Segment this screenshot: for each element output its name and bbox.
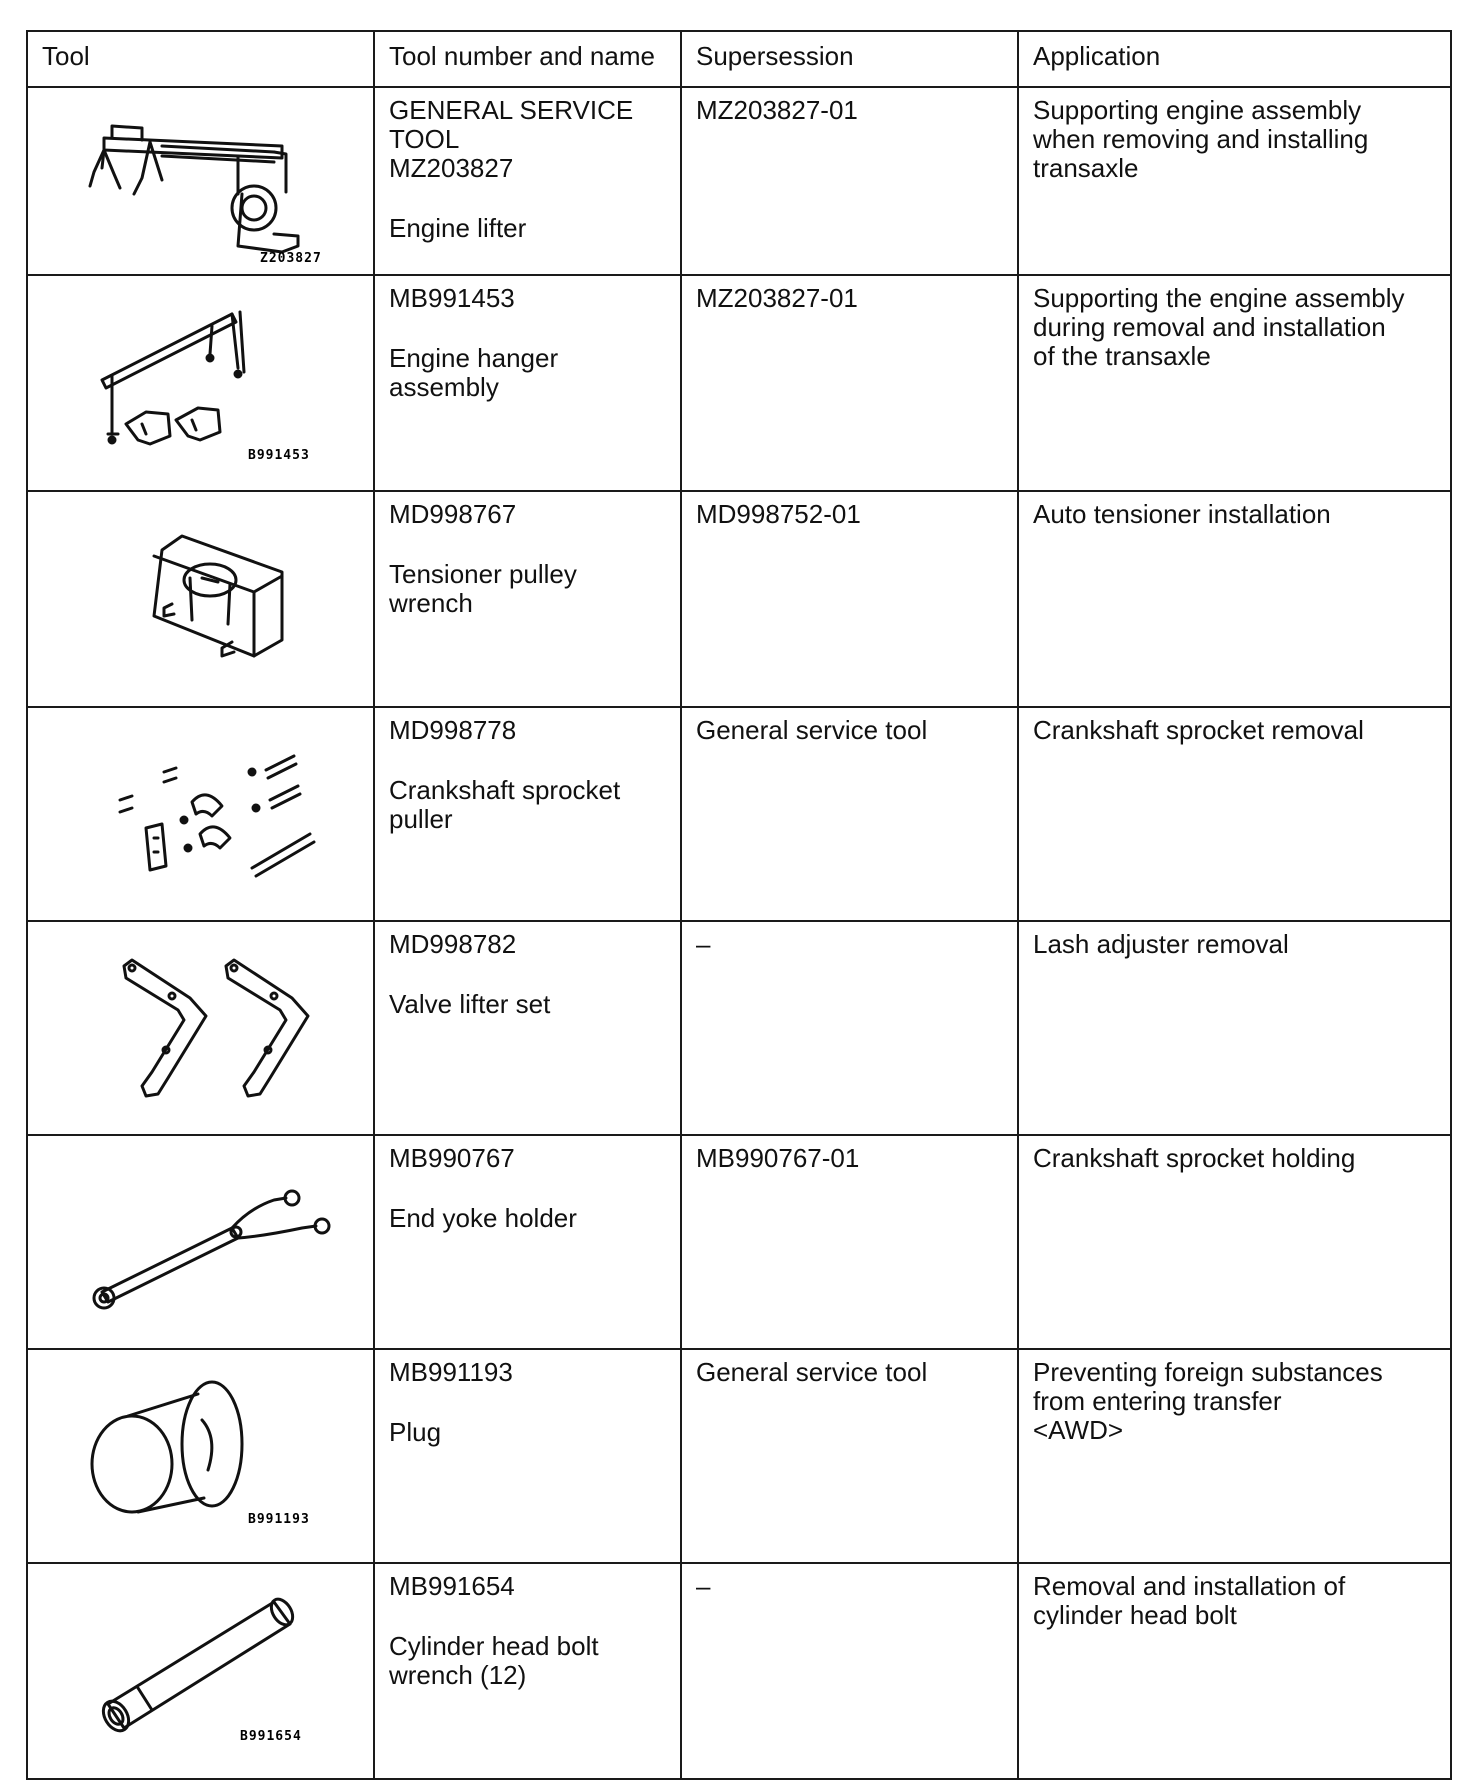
table-header-row xyxy=(27,31,1451,87)
application-line: from entering transfer xyxy=(1033,1386,1282,1416)
spacer xyxy=(389,1173,668,1204)
application-line: Supporting the engine assembly xyxy=(1033,283,1405,313)
tool-number: MD998782 xyxy=(389,929,517,959)
supersession-cell: General service tool xyxy=(681,707,1018,921)
application-cell xyxy=(1018,275,1451,491)
tool-number-name-cell xyxy=(374,1349,681,1563)
tool-number-name-cell xyxy=(374,921,681,1135)
application-line: of the transaxle xyxy=(1033,341,1211,371)
spacer xyxy=(389,183,668,214)
tool-name: Engine hanger xyxy=(389,343,559,373)
table-row xyxy=(27,921,1451,1135)
tool-illustration-cell xyxy=(27,1135,374,1349)
supersession-cell: – xyxy=(681,1563,1018,1779)
application-cell xyxy=(1018,491,1451,707)
tool-number-name-cell xyxy=(374,1135,681,1349)
application-line: Lash adjuster removal xyxy=(1033,929,1289,959)
supersession-cell: MZ203827-01 xyxy=(681,87,1018,275)
tool-name: assembly xyxy=(389,372,499,402)
tool-illustration-cell xyxy=(27,275,374,491)
tool-number: MB991453 xyxy=(389,283,515,313)
application-cell xyxy=(1018,921,1451,1135)
application-line: Preventing foreign substances xyxy=(1033,1357,1383,1387)
figure-label: B991654 xyxy=(240,1729,302,1744)
figure-label: B991453 xyxy=(248,448,310,463)
tool-illustration-cell xyxy=(27,707,374,921)
sprocket-puller-icon xyxy=(42,716,374,912)
tool-number: MZ203827 xyxy=(389,153,514,183)
supersession-cell: General service tool xyxy=(681,1349,1018,1563)
spacer xyxy=(389,313,668,344)
spacer xyxy=(389,959,668,990)
tool-number-name-cell xyxy=(374,275,681,491)
application-line: cylinder head bolt xyxy=(1033,1600,1237,1630)
engine-lifter-icon xyxy=(42,96,374,266)
application-line: Crankshaft sprocket removal xyxy=(1033,715,1364,745)
special-tools-table xyxy=(26,30,1452,1780)
tool-number-name-cell xyxy=(374,87,681,275)
application-line: when removing and installing xyxy=(1033,124,1369,154)
tool-name: Plug xyxy=(389,1417,442,1447)
table-row xyxy=(27,707,1451,921)
spacer xyxy=(389,745,668,776)
table-row xyxy=(27,1135,1451,1349)
spacer xyxy=(389,1601,668,1632)
tool-name: Tensioner pulley xyxy=(389,559,577,589)
tool-name: puller xyxy=(389,804,453,834)
tool-number: MD998778 xyxy=(389,715,517,745)
tool-name: wrench xyxy=(389,588,473,618)
supersession-cell: MD998752-01 xyxy=(681,491,1018,707)
tensioner-pulley-wrench-icon xyxy=(42,500,374,698)
tool-number-line: TOOL xyxy=(389,124,460,154)
spacer xyxy=(389,1387,668,1418)
spacer xyxy=(389,529,668,560)
table-row xyxy=(27,275,1451,491)
application-cell xyxy=(1018,1135,1451,1349)
tool-name: Cylinder head bolt xyxy=(389,1631,599,1661)
supersession-cell: – xyxy=(681,921,1018,1135)
table-row xyxy=(27,1563,1451,1779)
tool-number: MD998767 xyxy=(389,499,517,529)
tool-illustration-cell xyxy=(27,1563,374,1779)
tool-illustration-cell xyxy=(27,921,374,1135)
header-tool: Tool xyxy=(27,31,374,87)
end-yoke-holder-icon xyxy=(42,1144,374,1340)
figure-label: Z203827 xyxy=(260,251,322,266)
tool-name: Valve lifter set xyxy=(389,989,551,1019)
application-line: transaxle xyxy=(1033,153,1139,183)
supersession-cell: MB990767-01 xyxy=(681,1135,1018,1349)
application-line: Supporting engine assembly xyxy=(1033,95,1362,125)
tool-number-line: GENERAL SERVICE xyxy=(389,95,634,125)
application-line: <AWD> xyxy=(1033,1415,1124,1445)
valve-lifter-set-icon xyxy=(42,930,374,1126)
tool-number-name-cell xyxy=(374,1563,681,1779)
application-line: during removal and installation xyxy=(1033,312,1386,342)
header-application: Application xyxy=(1018,31,1451,87)
supersession-cell: MZ203827-01 xyxy=(681,275,1018,491)
tool-number-name-cell xyxy=(374,491,681,707)
application-cell xyxy=(1018,1349,1451,1563)
tool-name: Engine lifter xyxy=(389,213,527,243)
tool-name: Crankshaft sprocket xyxy=(389,775,621,805)
application-line: Removal and installation of xyxy=(1033,1571,1346,1601)
table-row xyxy=(27,491,1451,707)
cylinder-head-bolt-wrench-icon xyxy=(42,1572,374,1770)
application-cell xyxy=(1018,87,1451,275)
application-line: Auto tensioner installation xyxy=(1033,499,1331,529)
table-row xyxy=(27,1349,1451,1563)
header-tool-number-name: Tool number and name xyxy=(374,31,681,87)
tool-name: wrench (12) xyxy=(389,1660,527,1690)
figure-label: B991193 xyxy=(248,1512,310,1527)
special-tools-sheet xyxy=(26,30,1450,1744)
application-line: Crankshaft sprocket holding xyxy=(1033,1143,1356,1173)
header-supersession: Supersession xyxy=(681,31,1018,87)
tool-number-name-cell xyxy=(374,707,681,921)
tool-name: End yoke holder xyxy=(389,1203,577,1233)
table-row xyxy=(27,87,1451,275)
tool-number: MB991193 xyxy=(389,1357,513,1387)
plug-icon xyxy=(42,1358,374,1554)
tool-illustration-cell xyxy=(27,491,374,707)
application-cell xyxy=(1018,1563,1451,1779)
tool-illustration-cell xyxy=(27,1349,374,1563)
application-cell xyxy=(1018,707,1451,921)
tool-number: MB991654 xyxy=(389,1571,515,1601)
tool-number: MB990767 xyxy=(389,1143,515,1173)
tool-illustration-cell xyxy=(27,87,374,275)
engine-hanger-icon xyxy=(42,284,374,482)
